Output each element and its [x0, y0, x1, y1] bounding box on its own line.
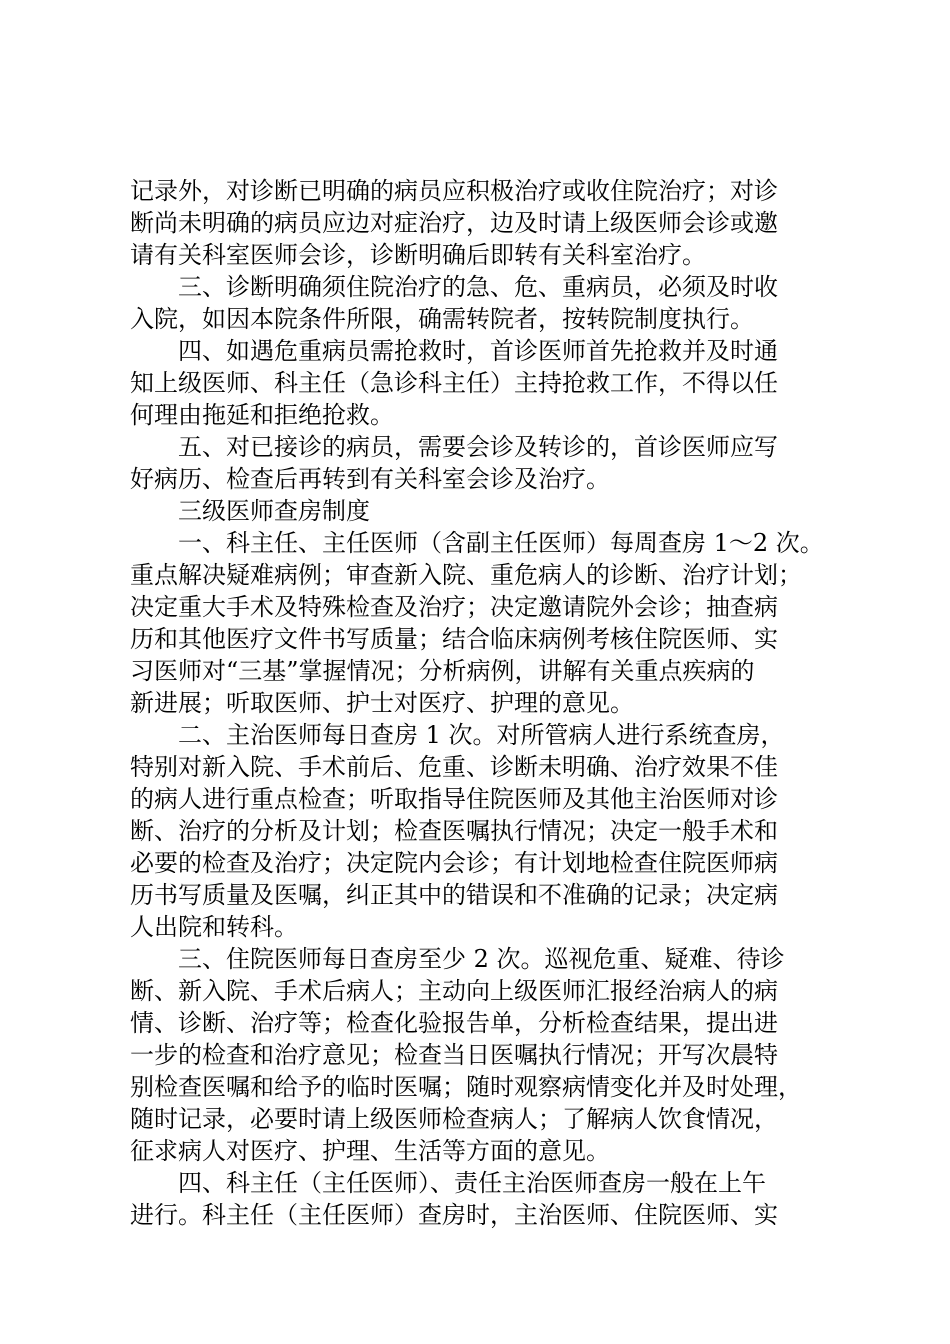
text-line: 请有关科室医师会诊，诊断明确后即转有关科室治疗。: [130, 241, 706, 269]
text-line: 三、诊断明确须住院治疗的急、危、重病员，必须及时收: [178, 273, 778, 301]
text-line: 新进展；听取医师、护士对医疗、护理的意见。: [130, 689, 634, 717]
text-line: 习医师对“三基”掌握情况；分析病例，讲解有关重点疾病的: [130, 657, 755, 685]
text-line: 五、对已接诊的病员，需要会诊及转诊的，首诊医师应写: [178, 433, 778, 461]
text-line: 何理由拖延和拒绝抢救。: [130, 401, 394, 429]
text-line: 一步的检查和治疗意见；检查当日医嘱执行情况；开写次晨特: [130, 1041, 778, 1069]
text-line: 情、诊断、治疗等；检查化验报告单，分析检查结果，提出进: [130, 1009, 778, 1037]
text-line: 三级医师查房制度: [178, 497, 370, 525]
text-line: 知上级医师、科主任（急诊科主任）主持抢救工作，不得以任: [130, 369, 778, 397]
text-line: 随时记录，必要时请上级医师检查病人；了解病人饮食情况，: [130, 1105, 778, 1133]
text-line: 历和其他医疗文件书写质量；结合临床病例考核住院医师、实: [130, 625, 778, 653]
text-line: 四、如遇危重病员需抢救时，首诊医师首先抢救并及时通: [178, 337, 778, 365]
text-line: 断、新入院、手术后病人；主动向上级医师汇报经治病人的病: [130, 977, 778, 1005]
text-line: 的病人进行重点检查；听取指导住院医师及其他主治医师对诊: [130, 785, 778, 813]
text-line: 断、治疗的分析及计划；检查医嘱执行情况；决定一般手术和: [130, 817, 778, 845]
text-line: 二、主治医师每日查房 1 次。对所管病人进行系统查房，: [178, 721, 785, 749]
text-line: 三、住院医师每日查房至少 2 次。巡视危重、疑难、待诊: [178, 945, 785, 973]
text-line: 别检查医嘱和给予的临时医嘱；随时观察病情变化并及时处理，: [130, 1073, 802, 1101]
text-line: 决定重大手术及特殊检查及治疗；决定邀请院外会诊；抽查病: [130, 593, 778, 621]
text-line: 断尚未明确的病员应边对症治疗，边及时请上级医师会诊或邀: [130, 209, 778, 237]
text-line: 记录外，对诊断已明确的病员应积极治疗或收住院治疗；对诊: [130, 177, 778, 205]
text-line: 历书写质量及医嘱，纠正其中的错误和不准确的记录；决定病: [130, 881, 778, 909]
text-line: 一、科主任、主任医师（含副主任医师）每周查房 1～2 次。: [178, 529, 824, 557]
text-line: 征求病人对医疗、护理、生活等方面的意见。: [130, 1137, 610, 1165]
text-line: 重点解决疑难病例；审查新入院、重危病人的诊断、治疗计划；: [130, 561, 802, 589]
document-body: [130, 175, 830, 1231]
text-line: 四、科主任（主任医师）、责任主治医师查房一般在上午: [178, 1169, 766, 1197]
text-line: 特别对新入院、手术前后、危重、诊断未明确、治疗效果不佳: [130, 753, 778, 781]
text-line: 必要的检查及治疗；决定院内会诊；有计划地检查住院医师病: [130, 849, 778, 877]
text-line: 人出院和转科。: [130, 913, 298, 941]
text-line: 好病历、检查后再转到有关科室会诊及治疗。: [130, 465, 610, 493]
text-line: 进行。科主任（主任医师）查房时，主治医师、住院医师、实: [130, 1201, 778, 1229]
text-line: 入院，如因本院条件所限，确需转院者，按转院制度执行。: [130, 305, 754, 333]
